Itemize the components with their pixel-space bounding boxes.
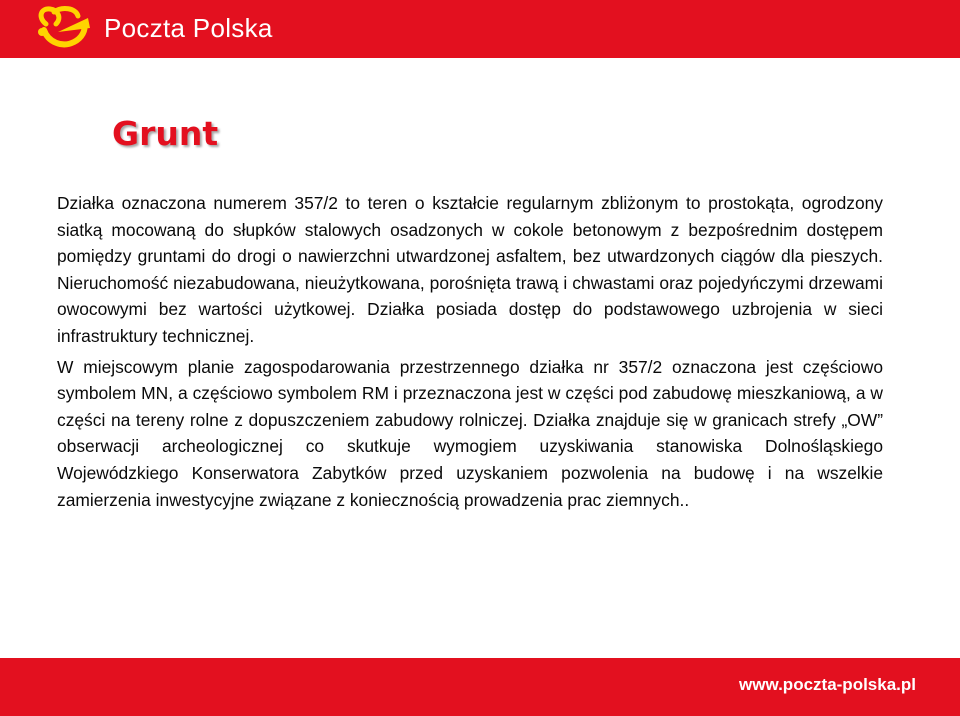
brand-logo[interactable] <box>32 4 273 52</box>
footer-bar <box>0 658 960 716</box>
website-link[interactable]: www.poczta-polska.pl <box>739 675 916 694</box>
page-title: Grunt <box>112 114 219 153</box>
poczta-horn-logo-icon <box>32 4 94 52</box>
header-bar <box>0 0 960 58</box>
brand-name: Poczta Polska <box>104 12 273 43</box>
paragraph-zoning: W miejscowym planie zagospodarowania przestrzennego działka nr 357/2 oznaczona jest częściowo symbolem MN, a częściowo symbolem RM i przeznaczona jest w części pod zabudowę mieszkaniową, a w części na tereny rolne z dopuszczeniem zabudowy rolniczej. Działka znajduje się w granicach strefy „OW” obserwacji archeologicznej co skutkuje wymogiem uzyskiwania stanowiska Dolnośląskiego Wojewódzkiego Konserwatora Zabytków przed uzyskaniem pozwolenia na budowę i na wszelkie zamierzenia inwestycyjne związane z koniecznością prowadzenia prac ziemnych.. <box>57 356 883 510</box>
paragraph-description: Działka oznaczona numerem 357/2 to teren o kształcie regularnym zbliżonym to prostokąta, ogrodzony siatką mocowaną do słupków stalowych osadzonych w cokole betonowym z bezpośrednim dostępem pomiędzy gruntami do drogi o nawierzchni utwardzonej asfaltem, bez utwardzonych ciągów dla pieszych. Nieruchomość niezabudowana, nieużytkowana, porośnięta trawą i chwastami oraz pojedyńczymi drzewami owocowymi bez wartości użytkowej. Działka posiada dostęp do podstawowego uzbrojenia w sieci infrastruktury technicznej. <box>57 193 883 346</box>
slide-body <box>57 190 883 517</box>
